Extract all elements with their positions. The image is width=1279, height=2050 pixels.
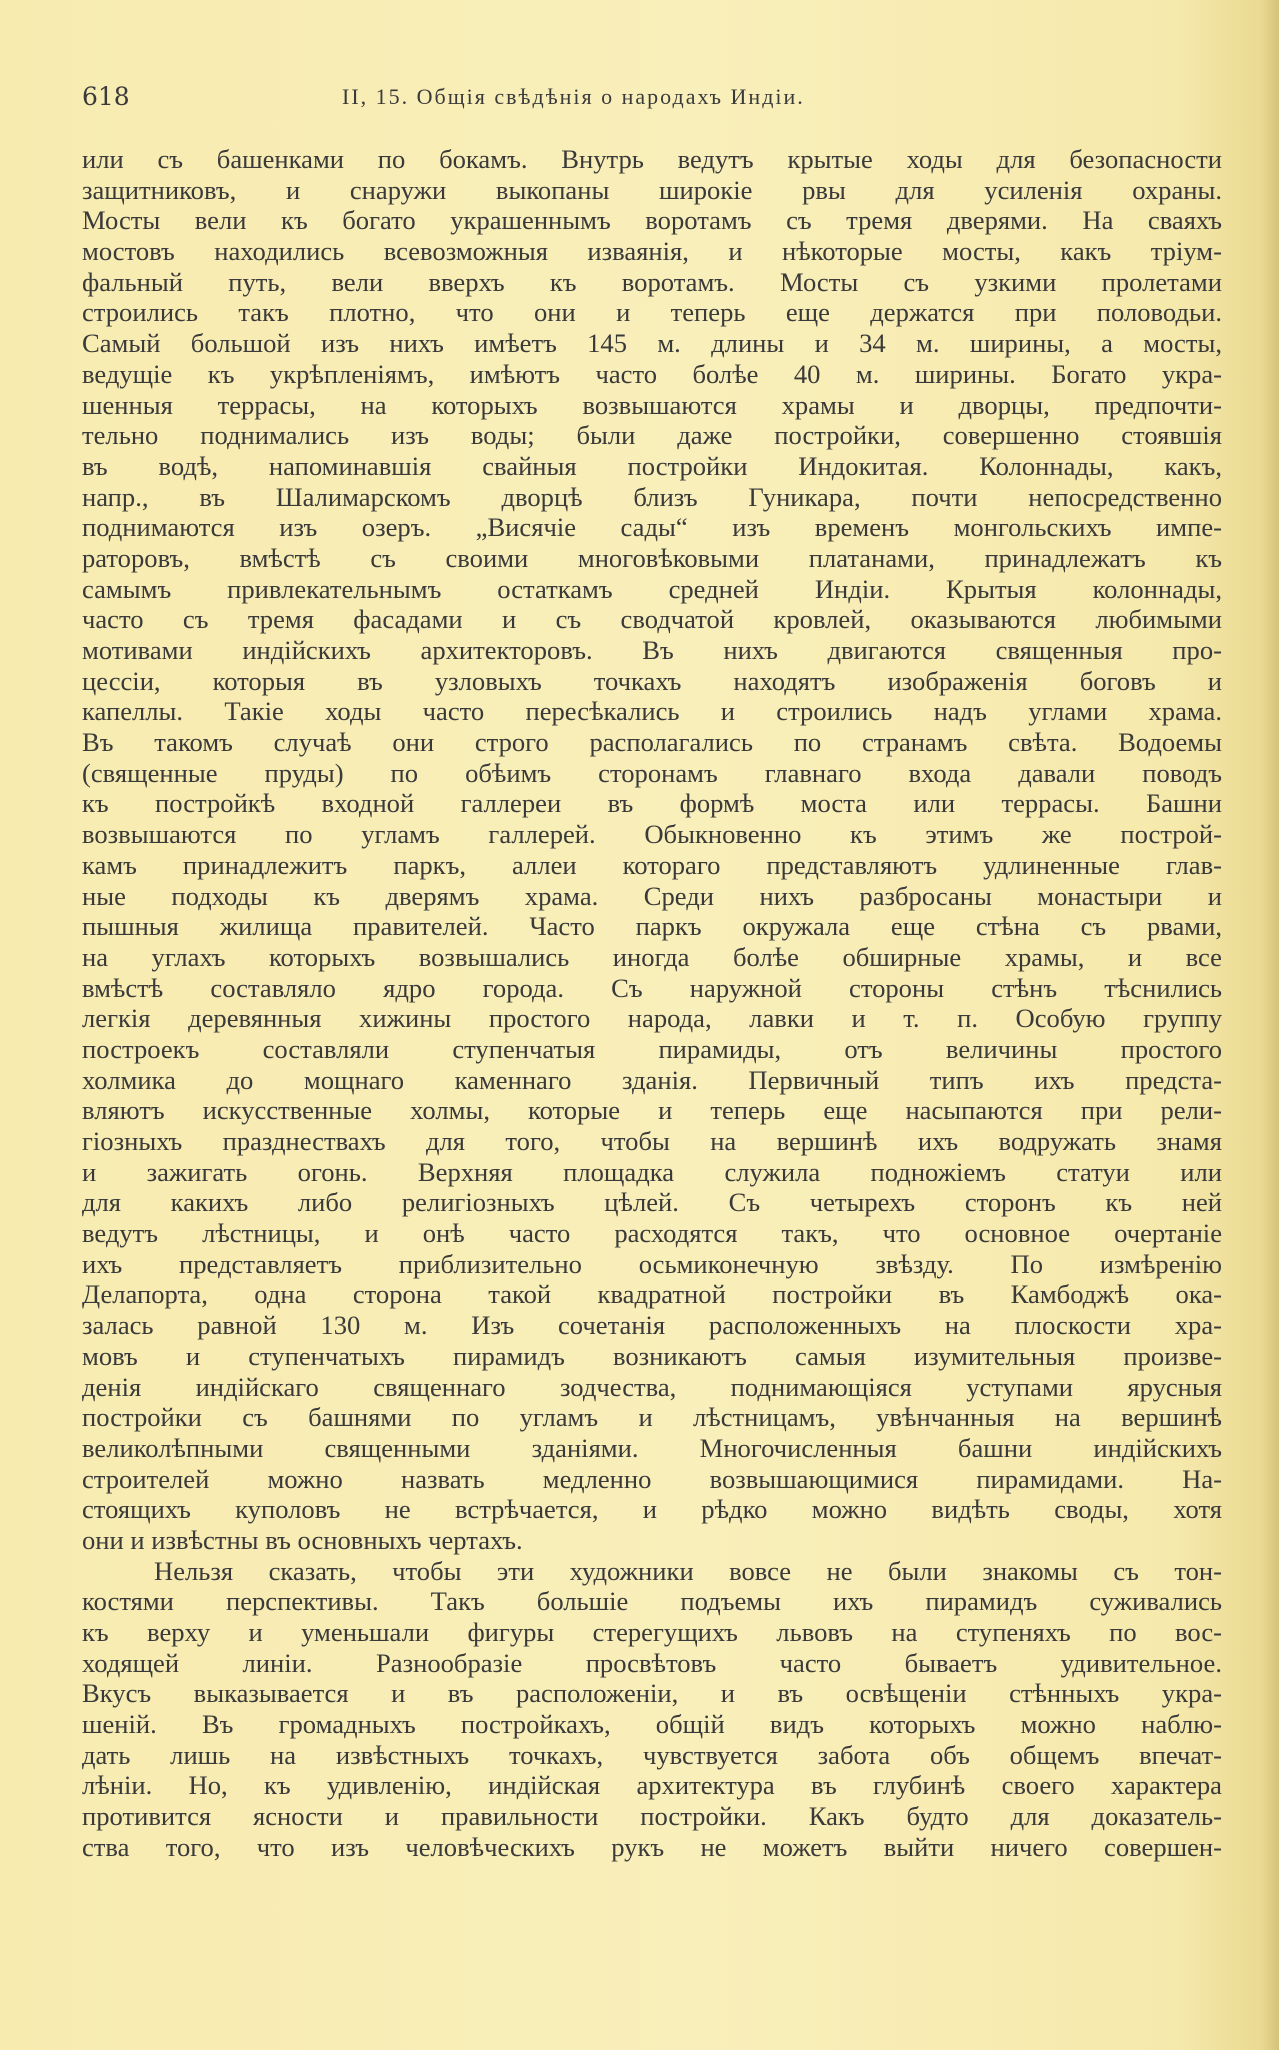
text-line: и зажигать огонь. Верхняя площадка служила подножіемъ статуи или [82, 1156, 1222, 1187]
text-line: Самый большой изъ нихъ имѣетъ 145 м. длины и 34 м. ширины, а мосты, [82, 328, 1222, 359]
paragraph [82, 144, 1222, 1556]
text-line: легкія деревянныя хижины простого народа, лавки и т. п. Особую группу [82, 1003, 1222, 1034]
body-text [82, 144, 1222, 1863]
text-line: залась равной 130 м. Изъ сочетанія расположенныхъ на плоскости хра- [82, 1310, 1222, 1341]
text-line: (священные пруды) по обѣимъ сторонамъ главнаго входа давали поводъ [82, 757, 1222, 788]
text-line: или съ башенками по бокамъ. Внутрь ведутъ крытые ходы для безопасности [82, 144, 1222, 174]
text-line: построекъ составляли ступенчатыя пирамиды, отъ величины простого [82, 1033, 1222, 1064]
text-line: къ верху и уменьшали фигуры стерегущихъ львовъ на ступеняхъ по вос- [82, 1617, 1222, 1647]
text-line: Вкусъ выказывается и въ расположеніи, и въ освѣщеніи стѣнныхъ укра- [82, 1678, 1222, 1709]
text-line: ства того, что изъ человѣческихъ рукъ не можетъ выйти ничего совершен- [82, 1831, 1222, 1862]
text-line: въ водѣ, напоминавшія свайныя постройки Индокитая. Колоннады, какъ, [82, 450, 1222, 481]
running-title: II, 15. Общія свѣдѣнія о народахъ Индіи. [342, 84, 805, 109]
text-line: Мосты вели къ богато украшеннымъ воротамъ съ тремя дверями. На сваяхъ [82, 205, 1222, 236]
text-line: мостовъ находились всевозможныя изваянія, и нѣкоторые мосты, какъ тріум- [82, 236, 1222, 267]
text-line: защитниковъ, и снаружи выкопаны широкіе рвы для усиленія охраны. [82, 174, 1222, 205]
text-line: на углахъ которыхъ возвышались иногда болѣе обширные храмы, и все [82, 941, 1222, 972]
text-line: мотивами индійскихъ архитекторовъ. Въ нихъ двигаются священныя про- [82, 635, 1222, 665]
text-line: шенныя террасы, на которыхъ возвышаются храмы и дворцы, предпочти- [82, 389, 1222, 420]
text-line: они и извѣстны въ основныхъ чертахъ. [82, 1524, 523, 1555]
page-header [82, 78, 1222, 118]
text-line: самымъ привлекательнымъ остаткамъ средней Индіи. Крытыя колоннады, [82, 573, 1222, 604]
text-line: раторовъ, вмѣстѣ съ своими многовѣковыми платанами, принадлежатъ къ [82, 542, 1222, 573]
text-line: холмика до мощнаго каменнаго зданія. Первичный типъ ихъ предста- [82, 1064, 1222, 1095]
text-line: Делапорта, одна сторона такой квадратной постройки въ Камбоджѣ ока- [82, 1279, 1222, 1310]
text-line: строителей можно назвать медленно возвышающимися пирамидами. На- [82, 1463, 1222, 1494]
page-number: 618 [82, 82, 130, 111]
text-line: строились такъ плотно, что они и теперь еще держатся при половодьи. [82, 297, 1222, 328]
text-line: цессіи, которыя въ узловыхъ точкахъ находятъ изображенія боговъ и [82, 665, 1222, 696]
text-line: шеній. Въ громадныхъ постройкахъ, общій видъ которыхъ можно наблю- [82, 1709, 1222, 1740]
text-line: ные подходы къ дверямъ храма. Среди нихъ разбросаны монастыри и [82, 880, 1222, 911]
text-line: великолѣпными священными зданіями. Многочисленныя башни индійскихъ [82, 1432, 1222, 1463]
text-line: вмѣстѣ составляло ядро города. Съ наружной стороны стѣнъ тѣснились [82, 972, 1222, 1003]
text-line: ихъ представляетъ приблизительно осьмиконечную звѣзду. По измѣренію [82, 1248, 1222, 1279]
text-line: ходящей линіи. Разнообразіе просвѣтовъ часто бываетъ удивительное. [82, 1647, 1222, 1678]
text-line: лѣніи. Но, къ удивленію, индійская архитектура въ глубинѣ своего характера [82, 1770, 1222, 1801]
text-line: фальный путь, вели вверхъ къ воротамъ. Мосты съ узкими пролетами [82, 266, 1222, 297]
text-line: мовъ и ступенчатыхъ пирамидъ возникаютъ самыя изумительныя произве- [82, 1340, 1222, 1371]
text-line: противится ясности и правильности постройки. Какъ будто для доказатель- [82, 1801, 1222, 1832]
text-line: возвышаются по угламъ галлерей. Обыкновенно къ этимъ же построй- [82, 819, 1222, 850]
text-line: костями перспективы. Такъ большіе подъемы ихъ пирамидъ суживались [82, 1586, 1222, 1617]
text-line: гіозныхъ празднествахъ для того, чтобы на вершинѣ ихъ водружать знамя [82, 1126, 1222, 1156]
text-line: для какихъ либо религіозныхъ цѣлей. Съ четырехъ сторонъ къ ней [82, 1187, 1222, 1218]
text-line: камъ принадлежитъ паркъ, аллеи котораго представляютъ удлиненные глав- [82, 849, 1222, 880]
text-line: вляютъ искусственные холмы, которые и теперь еще насыпаются при рели- [82, 1095, 1222, 1126]
text-line: постройки съ башнями по угламъ и лѣстницамъ, увѣнчанныя на вершинѣ [82, 1402, 1222, 1433]
text-line: поднимаются изъ озеръ. „Висячіе сады“ изъ временъ монгольскихъ импе- [82, 512, 1222, 543]
text-line: дать лишь на извѣстныхъ точкахъ, чувствуется забота объ общемъ впечат- [82, 1739, 1222, 1770]
text-line: тельно поднимались изъ воды; были даже постройки, совершенно стоявшія [82, 420, 1222, 451]
text-line: пышныя жилища правителей. Часто паркъ окружала еще стѣна съ рвами, [82, 911, 1222, 942]
text-line: ведутъ лѣстницы, и онѣ часто расходятся такъ, что основное очертаніе [82, 1218, 1222, 1249]
text-line: напр., въ Шалимарскомъ дворцѣ близъ Гуникара, почти непосредственно [82, 481, 1222, 512]
text-line: часто съ тремя фасадами и съ сводчатой кровлей, оказываются любимыми [82, 604, 1222, 635]
paragraph [82, 1556, 1222, 1863]
text-line: денія индійскаго священнаго зодчества, поднимающіяся уступами ярусныя [82, 1371, 1222, 1402]
text-line: къ постройкѣ входной галлереи въ формѣ моста или террасы. Башни [82, 788, 1222, 819]
text-line: капеллы. Такіе ходы часто пересѣкались и строились надъ углами храма. [82, 696, 1222, 727]
text-line: стоящихъ куполовъ не встрѣчается, и рѣдко можно видѣть своды, хотя [82, 1494, 1222, 1525]
text-line: Нельзя сказать, чтобы эти художники вовсе не были знакомы съ тон- [154, 1555, 1222, 1586]
text-line: Въ такомъ случаѣ они строго располагались по странамъ свѣта. Водоемы [82, 727, 1222, 758]
text-line: ведущіе къ укрѣпленіямъ, имѣютъ часто болѣе 40 м. ширины. Богато укра- [82, 358, 1222, 389]
